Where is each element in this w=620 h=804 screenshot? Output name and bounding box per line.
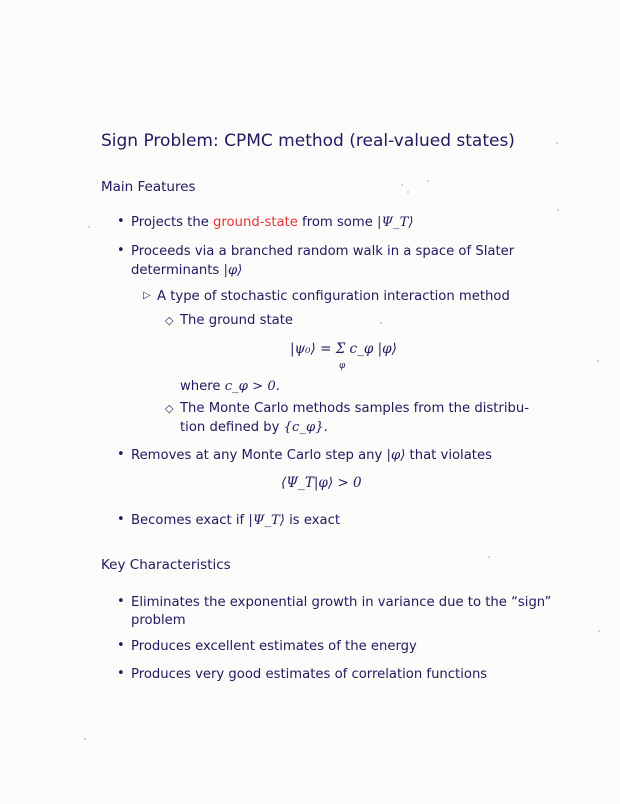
feature-item-random-walk-line2	[131, 261, 242, 280]
page-title: Sign Problem: CPMC method (real-valued states)	[101, 131, 515, 151]
determinants-text: determinants	[131, 263, 224, 278]
feature-item-projects-text-post: from some	[297, 215, 378, 230]
sum-subscript: φ	[339, 361, 346, 371]
bullet-icon: •	[117, 447, 125, 462]
scan-speckle	[597, 360, 599, 362]
ground-state-highlight: ground-state	[213, 215, 298, 230]
characteristic-item-variance-line1: Eliminates the exponential growth in variance due to the “sign”	[131, 595, 552, 610]
removes-text-post: that violates	[405, 448, 492, 463]
bullet-icon: •	[117, 243, 125, 258]
psi-t-ket: |Ψ_T⟩	[248, 513, 285, 528]
exact-text-post: is exact	[284, 513, 341, 528]
where-text: where	[180, 379, 225, 394]
characteristic-item-variance-line2: problem	[131, 613, 186, 628]
feature-item-projects	[131, 213, 414, 232]
bullet-icon: •	[117, 638, 125, 653]
scan-speckle	[407, 191, 409, 193]
bullet-icon: •	[117, 594, 125, 609]
scan-speckle	[401, 184, 403, 186]
scan-speckle	[380, 322, 382, 324]
feature-item-projects-text: Projects the	[131, 215, 214, 230]
feature-item-removes	[131, 446, 492, 465]
feature-item-random-walk-line1: Proceeds via a branched random walk in a space of Slater	[131, 244, 515, 259]
subsub-item-monte-carlo-line1: The Monte Carlo methods samples from the distribu-	[180, 401, 529, 416]
feature-item-exact	[131, 511, 340, 530]
bullet-icon: •	[117, 512, 125, 527]
ground-state-equation: |ψ₀⟩ = Σ c_φ |φ⟩	[290, 341, 397, 357]
characteristic-item-correlation: Produces very good estimates of correlation functions	[131, 667, 488, 682]
overlap-condition-equation: ⟨Ψ_T|φ⟩ > 0	[281, 475, 362, 491]
bullet-icon: •	[117, 214, 125, 229]
phi-ket: |φ⟩	[386, 448, 406, 463]
bullet-icon: •	[117, 666, 125, 681]
c-phi-set: {c_φ}.	[283, 420, 328, 435]
subsub-item-monte-carlo-line2	[180, 418, 328, 437]
scan-speckle	[427, 180, 429, 182]
removes-text: Removes at any Monte Carlo step any	[131, 448, 387, 463]
diamond-bullet-icon: ◇	[165, 314, 174, 327]
diamond-bullet-icon: ◇	[165, 402, 174, 415]
key-characteristics-heading: Key Characteristics	[101, 557, 231, 573]
scan-speckle	[88, 226, 90, 228]
sub-item-stochastic-ci: A type of stochastic configuration interaction method	[157, 289, 510, 304]
scan-speckle	[598, 630, 600, 632]
exact-text: Becomes exact if	[131, 513, 249, 528]
scan-speckle	[556, 142, 558, 144]
scan-speckle	[84, 738, 86, 740]
psi-t-ket: |Ψ_T⟩	[377, 215, 414, 230]
where-condition	[180, 377, 280, 396]
characteristic-item-energy: Produces excellent estimates of the energy	[131, 639, 417, 654]
scan-speckle	[557, 209, 559, 211]
phi-ket: |φ⟩	[223, 263, 243, 278]
scan-speckle	[488, 556, 490, 558]
c-phi-condition: c_φ > 0.	[224, 379, 280, 394]
distribution-text: tion defined by	[180, 420, 284, 435]
subsub-item-ground-state: The ground state	[180, 313, 293, 328]
triangle-bullet-icon: ▷	[143, 290, 151, 301]
main-features-heading: Main Features	[101, 179, 196, 195]
